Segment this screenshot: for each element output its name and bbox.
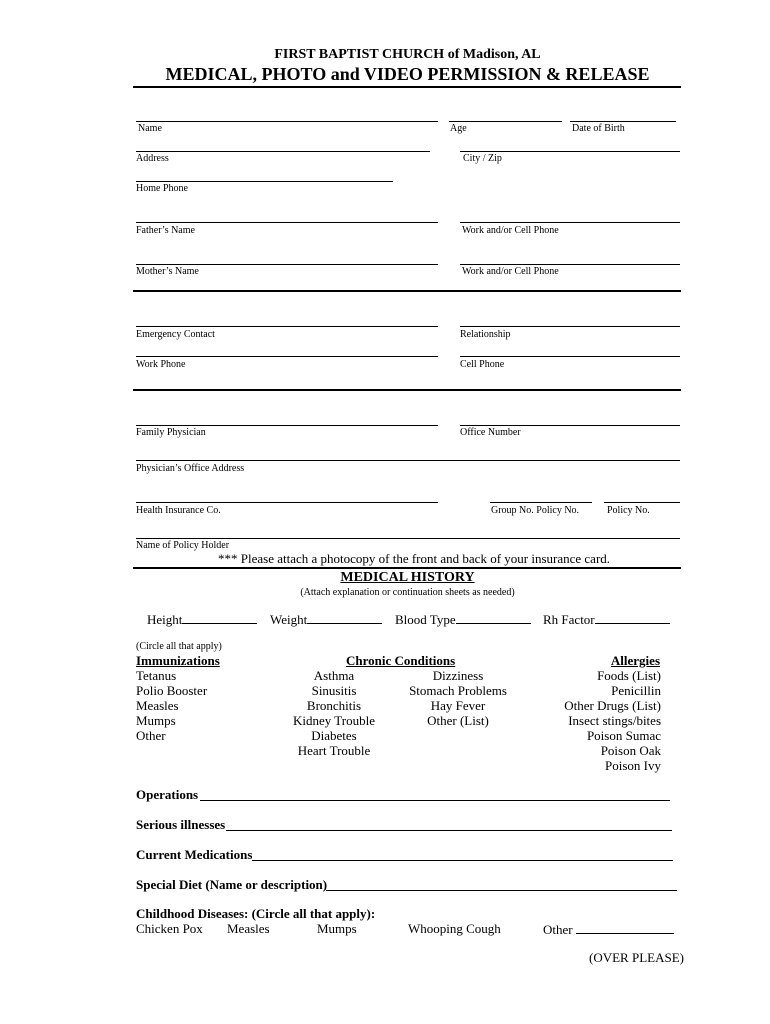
height-label: Height xyxy=(147,612,183,627)
immunization-item[interactable]: Measles xyxy=(136,698,179,713)
emergency-contact-label: Emergency Contact xyxy=(136,329,215,340)
mother-phone-field[interactable] xyxy=(460,264,680,265)
chronic-item[interactable]: Diabetes xyxy=(311,728,357,743)
allergy-item[interactable]: Poison Sumac xyxy=(586,728,661,743)
chronic-item[interactable]: Other (List) xyxy=(427,713,489,728)
family-physician-field[interactable] xyxy=(136,425,438,426)
policy-holder-label: Name of Policy Holder xyxy=(136,540,230,551)
family-physician-label: Family Physician xyxy=(136,427,206,438)
current-medications-label: Current Medications xyxy=(136,847,253,862)
dob-label: Date of Birth xyxy=(572,123,625,134)
dob-field[interactable] xyxy=(570,121,676,122)
office-number-field[interactable] xyxy=(460,425,680,426)
chronic-item[interactable]: Sinusitis xyxy=(311,683,357,698)
insurance-co-label: Health Insurance Co. xyxy=(136,505,221,516)
immunization-item[interactable]: Other xyxy=(136,728,166,743)
home-phone-field[interactable] xyxy=(136,181,393,182)
address-field[interactable] xyxy=(136,151,430,152)
insurance-co-field[interactable] xyxy=(136,502,438,503)
chronic-list-a xyxy=(274,668,394,758)
childhood-diseases-heading: Childhood Diseases: (Circle all that apply): xyxy=(136,906,376,921)
cell-phone-label: Cell Phone xyxy=(460,359,505,370)
home-phone-label: Home Phone xyxy=(136,183,188,194)
allergies-heading: Allergies xyxy=(610,653,660,668)
father-phone-label: Work and/or Cell Phone xyxy=(462,225,559,236)
mother-phone-label: Work and/or Cell Phone xyxy=(462,266,559,277)
height-field[interactable] xyxy=(147,611,257,628)
section-divider xyxy=(133,389,681,391)
childhood-whooping-cough[interactable]: Whooping Cough xyxy=(408,921,501,936)
physician-address-field[interactable] xyxy=(136,460,680,461)
allergy-item[interactable]: Penicillin xyxy=(611,683,661,698)
immunization-item[interactable]: Polio Booster xyxy=(136,683,208,698)
section-divider xyxy=(133,290,681,292)
insurance-card-note: *** Please attach a photocopy of the front and back of your insurance card. xyxy=(218,551,611,566)
city-zip-field[interactable] xyxy=(460,151,680,152)
childhood-mumps[interactable]: Mumps xyxy=(317,921,357,936)
allergy-item[interactable]: Foods (List) xyxy=(597,668,661,683)
age-label: Age xyxy=(450,123,467,134)
rh-factor-field[interactable] xyxy=(543,611,670,628)
medical-history-subheading: (Attach explanation or continuation sheets as needed) xyxy=(300,587,515,598)
policy-holder-field[interactable] xyxy=(136,538,680,539)
chronic-item[interactable]: Heart Trouble xyxy=(297,743,371,758)
serious-illnesses-field[interactable] xyxy=(226,830,672,831)
mother-name-field[interactable] xyxy=(136,264,438,265)
cell-phone-field[interactable] xyxy=(460,356,680,357)
operations-label: Operations xyxy=(136,787,199,802)
allergy-item[interactable]: Poison Ivy xyxy=(605,758,661,773)
chronic-list-b xyxy=(398,668,518,728)
father-name-label: Father’s Name xyxy=(136,225,195,236)
immunizations-list xyxy=(136,668,207,743)
name-field[interactable] xyxy=(136,121,438,122)
over-please-note: (OVER PLEASE) xyxy=(589,950,684,965)
childhood-other-label: Other xyxy=(543,922,573,937)
allergy-item[interactable]: Other Drugs (List) xyxy=(564,698,661,713)
group-no-field[interactable] xyxy=(490,502,592,503)
name-label: Name xyxy=(138,123,162,134)
serious-illnesses-label: Serious illnesses xyxy=(136,817,226,832)
chronic-item[interactable]: Kidney Trouble xyxy=(293,713,375,728)
special-diet-field[interactable] xyxy=(326,890,677,891)
physician-address-label: Physician’s Office Address xyxy=(136,463,245,474)
allergy-item[interactable]: Poison Oak xyxy=(600,743,661,758)
group-no-label: Group No. Policy No. xyxy=(491,505,580,516)
allergy-item[interactable]: Insect stings/bites xyxy=(568,713,661,728)
policy-no-field[interactable] xyxy=(604,502,680,503)
father-name-field[interactable] xyxy=(136,222,438,223)
operations-field[interactable] xyxy=(200,800,670,801)
church-name: FIRST BAPTIST CHURCH of Madison, AL xyxy=(274,47,541,62)
allergies-list xyxy=(540,668,661,773)
childhood-measles[interactable]: Measles xyxy=(227,921,270,936)
chronic-heading: Chronic Conditions xyxy=(346,653,456,668)
immunizations-heading: Immunizations xyxy=(136,653,220,668)
immunization-item[interactable]: Tetanus xyxy=(136,668,177,683)
blood-type-field[interactable] xyxy=(395,611,531,628)
blood-type-label: Blood Type xyxy=(395,612,456,627)
work-phone-label: Work Phone xyxy=(136,359,186,370)
address-label: Address xyxy=(136,153,169,164)
chronic-item[interactable]: Bronchitis xyxy=(306,698,362,713)
office-number-label: Office Number xyxy=(460,427,521,438)
city-zip-label: City / Zip xyxy=(463,153,502,164)
relationship-label: Relationship xyxy=(460,329,511,340)
title-rule xyxy=(133,86,681,88)
mother-name-label: Mother’s Name xyxy=(136,266,199,277)
chronic-item[interactable]: Stomach Problems xyxy=(409,683,507,698)
policy-no-label: Policy No. xyxy=(607,505,650,516)
special-diet-label: Special Diet (Name or description) xyxy=(136,877,328,892)
father-phone-field[interactable] xyxy=(460,222,680,223)
emergency-contact-field[interactable] xyxy=(136,326,438,327)
immunization-item[interactable]: Mumps xyxy=(136,713,176,728)
medical-history-heading: MEDICAL HISTORY xyxy=(340,570,475,585)
rh-factor-label: Rh Factor xyxy=(543,612,595,627)
form-title: MEDICAL, PHOTO and VIDEO PERMISSION & RELEASE xyxy=(165,64,650,84)
section-divider xyxy=(133,567,681,569)
chronic-item[interactable]: Asthma xyxy=(313,668,355,683)
relationship-field[interactable] xyxy=(460,326,680,327)
chronic-item[interactable]: Hay Fever xyxy=(430,698,486,713)
childhood-other-field[interactable] xyxy=(543,921,674,938)
childhood-chicken-pox[interactable]: Chicken Pox xyxy=(136,921,203,936)
age-field[interactable] xyxy=(449,121,562,122)
chronic-item[interactable]: Dizziness xyxy=(432,668,484,683)
current-medications-field[interactable] xyxy=(252,860,673,861)
weight-label: Weight xyxy=(270,612,308,627)
circle-note: (Circle all that apply) xyxy=(136,641,222,652)
work-phone-field[interactable] xyxy=(136,356,438,357)
weight-field[interactable] xyxy=(270,611,382,628)
